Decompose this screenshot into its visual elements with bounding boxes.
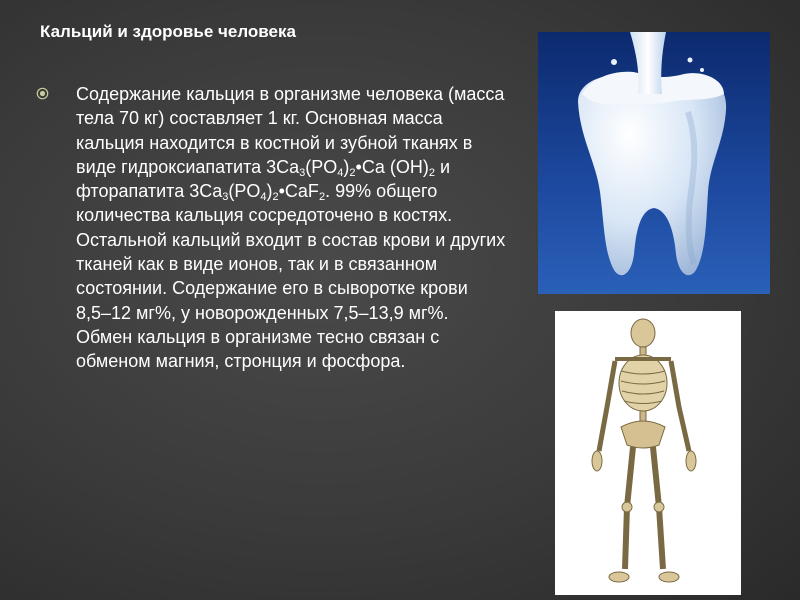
- circle-bullet-icon: [36, 87, 49, 100]
- slide-title: Кальций и здоровье человека: [40, 22, 296, 41]
- human-skeleton-image: [555, 311, 741, 595]
- tooth-milk-image: [538, 32, 770, 294]
- bullet-text: Содержание кальция в организме человека (масса тела 70 кг) составляет 1 кг. Основная масса кальция находится в костной и зубной тканях в виде гидроксиапатита $3Ca_3(PO_4)_2•Ca$ $(OH)_2$ и фторапатита $3Ca_3(PO_4)_2•CaF_2$. 99% общего количества кальция сосредоточено в костях. Остальной кальций входит в состав крови и других тканей как в виде ионов, так и в связанном состоянии. Содержание его в сыворотке крови 8,5–12 мг%, у новорожденных 7,5–13,9 мг%. Обмен кальция в организме тесно связан с обменом магния, стронция и фосфора.: [76, 84, 506, 372]
- bullet-item: [36, 82, 506, 374]
